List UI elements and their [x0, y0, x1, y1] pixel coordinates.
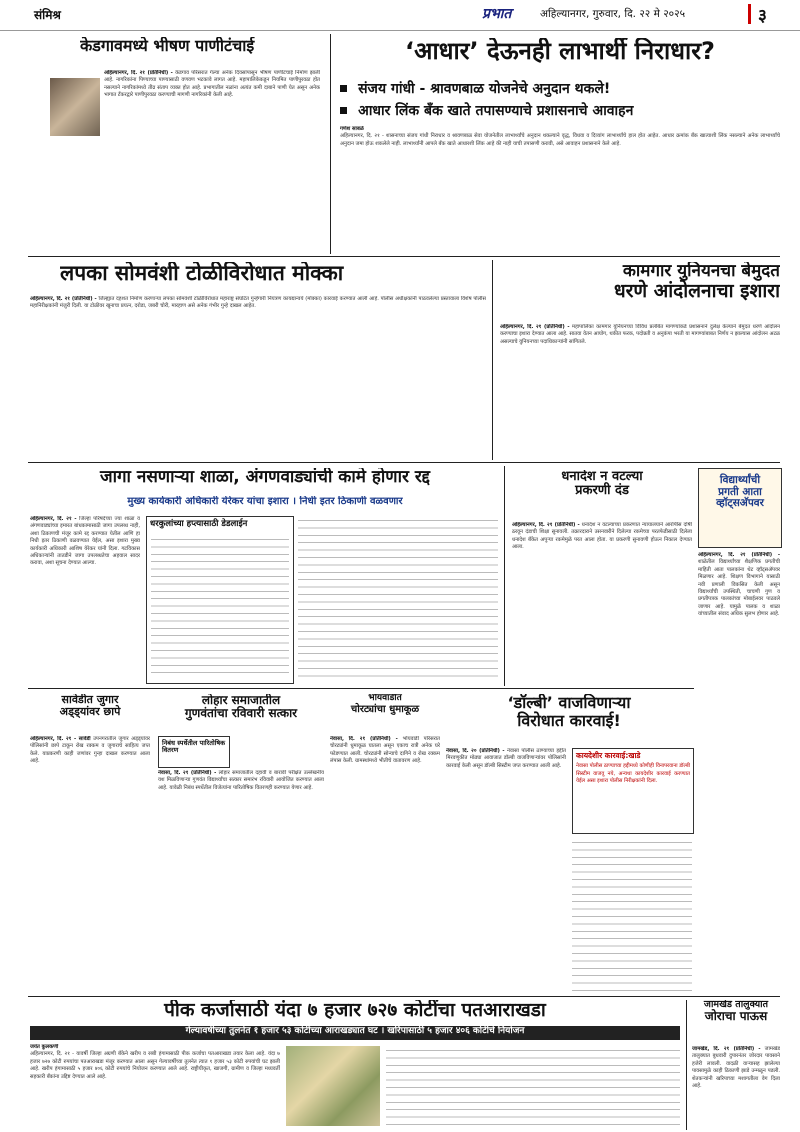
column-divider	[504, 466, 505, 686]
jamkhed-body: जामखेड तालुक्यात बुधवारी दुपारनंतर जोरदार पावसाने हजेरी लावली. वादळी वाऱ्यासह झालेल्या पावसामुळे काही ठिकाणी झाडे उन्मळून पडली. शेतकऱ्यांनी खरिपाच्या मशागतीला वेग दिला आहे.	[692, 1046, 780, 1090]
lohar-article	[158, 770, 324, 992]
savedi-article	[30, 736, 150, 992]
shala-subhead: मुख्य कार्यकारी अधिकारी येरेकर यांचा इशारा । निधी इतर ठिकाणी वळवणार	[127, 496, 403, 507]
dhandesh-headline-line1: धनादेश न वटल्या	[561, 470, 643, 484]
savedi-byline: अहिल्यानगर, दि. २१ - सावेडी	[30, 736, 91, 742]
lohar-box-text: निबंध स्पर्धेतील पारितोषिक वितरण	[162, 739, 226, 755]
lohar-headline-line1: लोहार समाजातील	[201, 694, 281, 707]
dhandesh-headline-line2: प्रकरणी दंड	[575, 483, 629, 499]
jamkhed-headline-line2: जोराचा पाऊस	[704, 1009, 768, 1024]
dhandesh-headline-block	[512, 470, 692, 520]
kedgaon-headline: केडगावमध्ये भीषण पाणीटंचाई	[80, 37, 255, 55]
kamgar-byline: अहिल्यानगर, दि. २१ (प्रतिनिधी) -	[500, 324, 570, 330]
jamkhed-article	[692, 1046, 780, 1130]
somvanshi-headline-block	[60, 262, 480, 294]
lohar-body: लोहार समाजातील दहावी व बारावी परीक्षेत उल्लेखनीय यश मिळविणाऱ्या गुणवंत विद्यार्थ्यांचा सत्कार समारंभ रविवारी आयोजित करण्यात आला आहे. यावेळी निबंध स्पर्धेतील विजेत्यांना पारितोषिक वितरणही करण्यात येणार आहे.	[158, 770, 324, 791]
savedi-headline-line1: सावेडीत जुगार	[61, 694, 119, 706]
vidyarthi-body: शाळेतील विद्यार्थ्यांच्या शैक्षणिक प्रगतीची माहिती आता पालकांना थेट व्हॉट्सअ‍ॅपवर मिळणार आहे. शिक्षण विभागाने यासाठी नवी प्रणाली विकसित केली असून विद्यार्थ्यांची उपस्थिती, चाचणी गुण व प्रगतीपत्रक पालकांच्या मोबाईलवर पाठवले जाणार आहे. यामुळे पालक व शाळा यांच्यातील संवाद अधिक सुलभ होणार आहे.	[698, 559, 780, 618]
kedgaon-body: केडगाव परिसरात गेल्या अनेक दिवसांपासून भीषण पाणीटंचाई निर्माण झाली आहे. नागरिकांना पिण्याच्या पाण्यासाठी वणवण भटकावे लागत आहे. महापालिकेकडून नियमित पाणीपुरवठा होत नसल्याने नागरिकांमध्ये तीव्र संताप व्यक्त होत आहे. प्रभागातील नळांना अत्यंत कमी दाबाने पाणी येत असून अनेक भागात टँकरद्वारे पाणीपुरवठा करण्याची मागणी नागरिकांनी केली आहे.	[104, 70, 320, 99]
bhojwadi-article	[330, 736, 440, 992]
dhandesh-body: धनादेश न वटल्याच्या प्रकरणात न्यायालयाने आरोपीस दोषी ठरवून दंडाची शिक्षा सुनावली. तक्रारदाराने उसनवारीने दिलेल्या रकमेच्या परतफेडीसाठी दिलेला धनादेश बँकेत अपुऱ्या रकमेमुळे परत आला होता. या प्रकरणी सुनावणी होऊन निकाल देण्यात आला.	[512, 522, 692, 551]
dolby-headline-line1: ‘डॉल्बी’ वाजविणाऱ्या	[507, 694, 631, 712]
shala-subhead-block	[30, 496, 500, 512]
page-number: ३	[758, 6, 767, 26]
dolby-body: नेवासा पोलीस ठाण्याच्या हद्दीत मिरवणुकीत मोठ्या आवाजात डॉल्बी वाजविणाऱ्यांवर पोलिसांनी कारवाई केली असून डॉल्बी सिस्टीम जप्त करण्यात आली आहे.	[446, 748, 566, 769]
bhojwadi-headline-block	[330, 694, 440, 734]
somvanshi-byline: अहिल्यानगर, दि. २१ (प्रतिनिधी) -	[30, 296, 97, 302]
bhojwadi-headline-line2: चोरट्यांचा धुमाकूळ	[350, 703, 420, 715]
shala-byline: अहिल्यानगर, दि. २१ -	[30, 516, 77, 522]
vidyarthi-headline-box	[698, 468, 782, 548]
aadhar-sub1-row	[340, 78, 780, 98]
savedi-headline-block	[30, 694, 150, 734]
vidyarthi-headline-line3: व्हॉट्सअ‍ॅपवर	[716, 497, 764, 510]
section-divider	[28, 996, 780, 997]
kamgar-body: महापालिका कामगार युनियनच्या विविध प्रलंबित मागण्यांकडे प्रशासनाने दुर्लक्ष केल्याने बेमुदत धरणे आंदोलन करण्याचा इशारा देण्यात आला आहे. सातवा वेतन आयोग, थकीत फरक, पदोन्नती व अनुकंपा भरती या मागण्यांबाबत निर्णय न झाल्यास आंदोलन अटळ असल्याचे युनियनच्या पदाधिकाऱ्यांनी सांगितले.	[500, 324, 780, 345]
kamgar-headline-line2: धरणे आंदोलनाचा इशारा	[613, 279, 780, 302]
section-label: संमिश्र	[34, 8, 61, 22]
dolby-article-col2	[572, 838, 692, 992]
vidyarthi-headline-line2: प्रगती आता	[718, 485, 762, 498]
bhojwadi-body: भोयवाडी परिसरात चोरट्यांनी धुमाकूळ घातला असून एकाच रात्री अनेक घरे फोडण्यात आली. चोरट्यांनी सोन्याचे दागिने व रोख रक्कम लंपास केली. ग्रामस्थांमध्ये भीतीचे वातावरण आहे.	[330, 736, 440, 765]
shala-box-text	[151, 535, 289, 679]
date-line: अहिल्यानगर, गुरुवार, दि. २२ मे २०२५	[540, 8, 686, 20]
section-divider	[28, 688, 694, 689]
jamkhed-headline-block	[692, 1000, 780, 1044]
shala-article-col1	[30, 516, 140, 682]
bhojwadi-headline-line1: भोयवाडीत	[368, 694, 402, 703]
somvanshi-headline: लपका सोमवंशी टोळीविरोधात मोक्का	[60, 262, 344, 285]
aadhar-body: अहिल्यानगर, दि. २१ - शासनाच्या संजय गांधी निराधार व श्रावणबाळ सेवा योजनेतील लाभार्थ्यांचे अनुदान थकल्याने वृद्ध, विधवा व दिव्यांग लाभार्थ्यांचे हाल होत आहेत. आधार क्रमांक बँक खात्याशी लिंक नसल्याने अनेक लाभार्थ्यांचे अनुदान जमा होऊ शकलेले नाही. लाभार्थ्यांनी आपले बँक खाते आधारशी लिंक आहे की नाही याची तपासणी करावी, असे आवाहन प्रशासनाने केले आहे.	[340, 133, 780, 147]
kamgar-article	[500, 324, 780, 456]
shala-body: जिल्हा परिषदेच्या ज्या शाळा व अंगणवाड्यांच्या इमारत बांधकामासाठी जागा उपलब्ध नाही, अशा ठिकाणची मंजूर कामे रद्द करण्यात येतील आणि हा निधी इतर ठिकाणी वळवण्यात येईल, असा इशारा मुख्य कार्यकारी अधिकारी आशिष येरेकर यांनी दिला. गटविकास अधिकाऱ्यांनी तातडीने जागा उपलब्धतेचा अहवाल सादर करावा, अशा सूचना देण्यात आल्या.	[30, 516, 140, 567]
shala-article-col3	[298, 516, 498, 682]
page-header	[0, 0, 800, 31]
lohar-headline-block	[158, 694, 324, 734]
section-divider	[28, 256, 780, 257]
aadhar-headline-block	[340, 38, 780, 72]
pik-article	[30, 1044, 280, 1130]
jamkhed-headline-line1: जामखेड तालुक्यात	[703, 1000, 769, 1010]
somvanshi-body: जिल्ह्यात दहशत निर्माण करणाऱ्या लपका सोमवंशी टोळीविरोधात महाराष्ट्र संघटित गुन्हेगारी नियंत्रण कायद्यान्वये (मोक्का) कारवाई करण्यात आली आहे. पोलीस अधीक्षकांनी पाठवलेल्या प्रस्तावाला विशेष पोलीस महानिरीक्षकांनी मंजुरी दिली. या टोळीवर खुनाचा प्रयत्न, दरोडा, जबरी चोरी, मारहाण असे अनेक गंभीर गुन्हे दाखल आहेत.	[30, 296, 486, 310]
currency-notes-photo	[286, 1046, 380, 1126]
pik-headline-block	[30, 1000, 680, 1026]
somvanshi-article	[30, 296, 486, 456]
aadhar-sub1: संजय गांधी - श्रावणबाळ योजनेचे अनुदान थकले!	[358, 81, 611, 97]
lohar-headline-line2: गुणवंतांचा रविवारी सत्कार	[184, 706, 298, 721]
dolby-headline-block	[446, 694, 692, 744]
vidyarthi-article	[698, 552, 780, 982]
aadhar-article	[340, 126, 780, 250]
dolby-box	[572, 748, 694, 834]
pik-article-col2	[386, 1046, 680, 1128]
shala-box	[146, 516, 294, 684]
column-divider	[686, 1000, 687, 1130]
dhandesh-byline: अहिल्यानगर, दि. २१ (प्रतिनिधी) -	[512, 522, 580, 528]
pik-body: अहिल्यानगर, दि. २१ - यावर्षी जिल्हा अग्रणी बँकेने खरीप व रब्बी हंगामासाठी पीक कर्जाचा पतआराखडा तयार केला आहे. यंदा ७ हजार ७२७ कोटी रुपयांचा पतआराखडा मंजूर करण्यात आला असून गेल्यावर्षीच्या तुलनेत त्यात १ हजार ५३ कोटी रुपयांची घट झाली आहे. खरीप हंगामासाठी ५ हजार ४०६ कोटी रुपयांचे नियोजन करण्यात आले आहे. राष्ट्रीयीकृत, खाजगी, ग्रामीण व जिल्हा मध्यवर्ती सहकारी बँकांना उद्दिष्ट देण्यात आले आहे.	[30, 1051, 280, 1080]
pik-headline: पीक कर्जासाठी यंदा ७ हजार ७२७ कोटींचा पतआराखडा	[164, 1000, 546, 1021]
bullet-icon	[340, 107, 347, 114]
aadhar-sub2-row	[340, 100, 780, 120]
lohar-byline: नेवासा, दि. २१ (प्रतिनिधी) -	[158, 770, 217, 776]
savedi-body: उपनगरातील जुगार अड्ड्यांवर पोलिसांनी छापे टाकून रोख रक्कम व जुगाराचे साहित्य जप्त केले. याप्रकरणी काही जणांवर गुन्हा दाखल करण्यात आला आहे.	[30, 736, 150, 765]
dolby-headline-line2: विरोधात कारवाई!	[517, 710, 621, 730]
dolby-box-title: कायदेशीर कारवाई:खाडे	[576, 751, 641, 760]
shala-headline-block	[30, 468, 500, 496]
aadhar-sub2: आधार लिंक बँक खाते तपासण्याचे प्रशासनाचे आवाहन	[358, 103, 634, 119]
pik-subhead: गेल्यावर्षीच्या तुलनेत १ हजार ५३ कोटींच्या आराखड्यात घट । खरिपासाठी ५ हजार ४०६ कोटींचे नियोजन	[185, 1026, 525, 1036]
kamgar-headline-line1: कामगार युनियनचा बेमुदत	[622, 262, 780, 281]
kamgar-headline-block	[500, 262, 780, 322]
shala-headline: जागा नसणाऱ्या शाळा, अंगणवाड्यांची कामे होणार रद्द	[99, 468, 431, 487]
savedi-headline-line2: अड्ड्यांवर छापे	[59, 705, 121, 719]
bhojwadi-byline: नेवासा, दि. २१ (प्रतिनिधी) -	[330, 736, 398, 742]
newspaper-logo: प्रभात	[482, 6, 512, 22]
aadhar-byline: गणेश साबळे	[340, 126, 364, 132]
kedgaon-article	[30, 70, 320, 250]
kedgaon-headline-block	[80, 37, 320, 67]
column-divider	[330, 34, 331, 254]
vidyarthi-headline-line1: विद्यार्थ्यांची	[719, 474, 761, 486]
dolby-box-body: नेवासा पोलीस ठाण्याच्या हद्दीमध्ये कोणीही विनापरवाना डॉल्बी सिस्टीम वाजवू नये, अन्यथा कायदेशीर कारवाई करण्यात येईल असा इशारा पोलीस निरीक्षकांनी दिला.	[576, 763, 691, 785]
aadhar-headline: ‘आधार’ देऊनही लाभार्थी निराधार?	[405, 38, 715, 65]
lohar-box	[158, 736, 230, 768]
dhandesh-article	[512, 522, 692, 682]
pik-subhead-bar	[30, 1026, 680, 1040]
pik-byline: जयंत कुलकर्णी	[30, 1044, 59, 1050]
jamkhed-byline: जामखेड, दि. २१ (प्रतिनिधी) -	[692, 1046, 761, 1052]
column-divider	[492, 260, 493, 460]
section-divider	[28, 462, 780, 463]
kedgaon-byline: अहिल्यानगर, दि. २१ (प्रतिनिधी) -	[104, 70, 173, 76]
page-number-divider	[748, 4, 751, 24]
vidyarthi-byline: अहिल्यानगर, दि. २१ (प्रतिनिधी) -	[698, 552, 780, 558]
shala-box-headline: धरकुलांच्या हप्त्यासाठी डेडलाईन	[150, 519, 248, 529]
dolby-article	[446, 748, 566, 992]
bullet-icon	[340, 85, 347, 92]
dolby-byline: नेवासा, दि. २० (प्रतिनिधी) -	[446, 748, 505, 754]
